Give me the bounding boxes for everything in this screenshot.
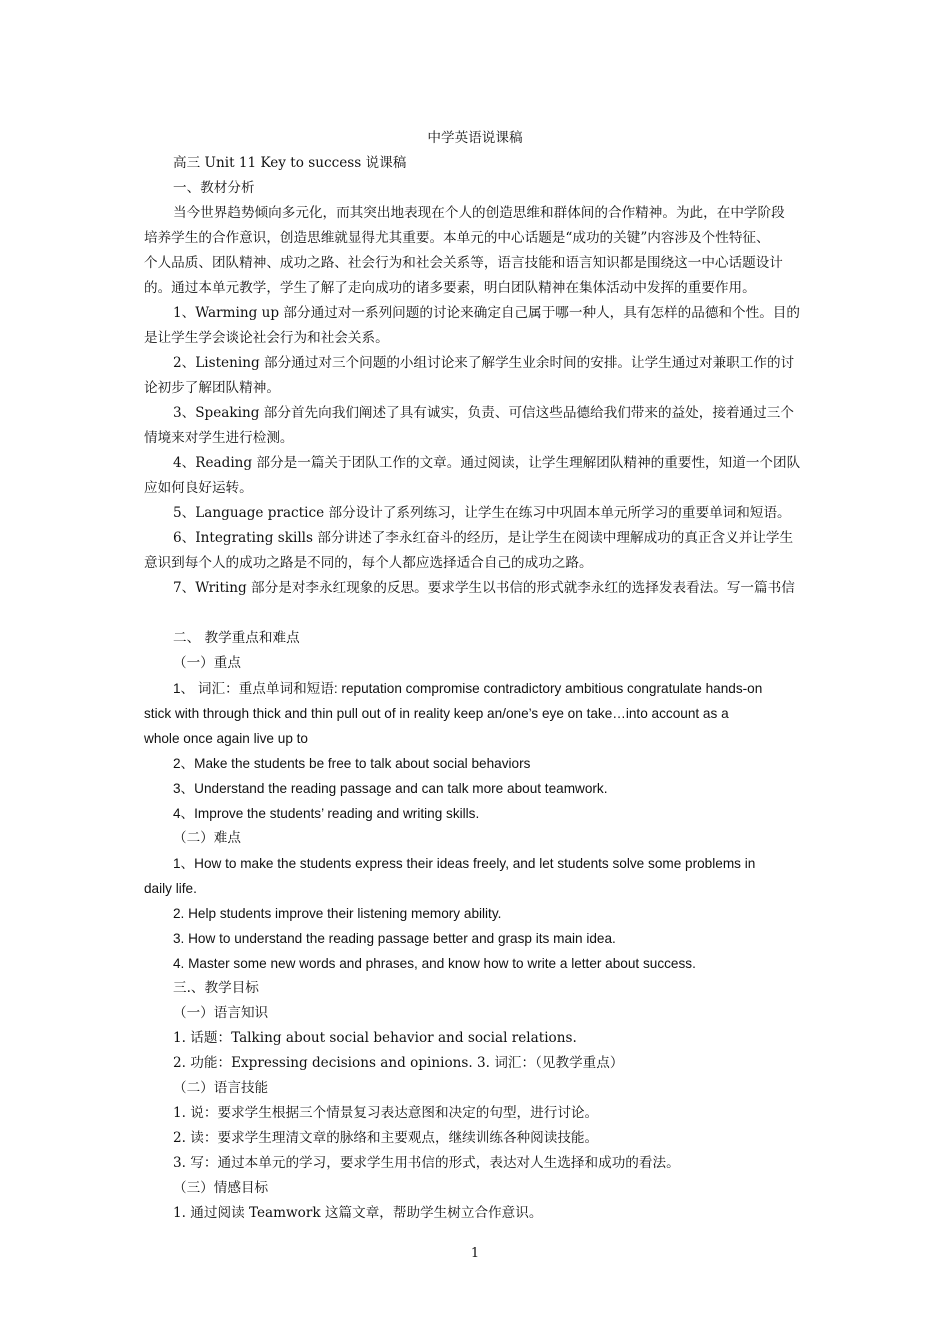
section-1-item-line: 情境来对学生进行检测。: [144, 430, 294, 446]
difficult-points-heading: （二）难点: [173, 830, 241, 846]
language-skills-item: 2. 读：要求学生理清文章的脉络和主要观点，继续训练各种阅读技能。: [173, 1130, 599, 1146]
section-1-item-line: 3、Speaking 部分首先向我们阐述了具有诚实，负责、可信这些品德给我们带来的益处，接着通过三个: [173, 405, 794, 421]
section-1-item-line: 论初步了解团队精神。: [144, 380, 280, 396]
section-3-heading: 三.、教学目标: [173, 980, 259, 996]
document-subtitle: 高三 Unit 11 Key to success 说课稿: [173, 155, 407, 171]
key-point-line: 4、Improve the students’ reading and writing skills.: [173, 806, 480, 821]
section-1-heading: 一、教材分析: [173, 180, 255, 196]
language-knowledge-item: 1. 话题：Talking about social behavior and social relations.: [173, 1030, 577, 1046]
emotion-goals-heading: （三）情感目标: [173, 1180, 269, 1196]
section-2-heading: 二、 教学重点和难点: [173, 630, 300, 646]
emotion-goals-item: 1. 通过阅读 Teamwork 这篇文章，帮助学生树立合作意识。: [173, 1205, 543, 1221]
page-number: 1: [470, 1246, 480, 1261]
section-1-item-line: 5、Language practice 部分设计了系列练习，让学生在练习中巩固本单元所学习的重要单词和短语。: [173, 505, 791, 521]
language-skills-heading: （二）语言技能: [173, 1080, 269, 1096]
key-point-line: stick with through thick and thin pull out of in reality keep an/one’s eye on take…into account as a: [144, 706, 729, 721]
difficult-point-line: 3. How to understand the reading passage better and grasp its main idea.: [173, 931, 616, 946]
difficult-point-line: 4. Master some new words and phrases, and know how to write a letter about success.: [173, 956, 696, 971]
document-body: [144, 126, 806, 1226]
section-1-intro-line: 培养学生的合作意识，创造思维就显得尤其重要。本单元的中心话题是“成功的关键”内容涉及个性特征、: [144, 230, 770, 246]
key-point-line: 2、Make the students be free to talk about social behaviors: [173, 756, 531, 771]
language-skills-item: 1. 说：要求学生根据三个情景复习表达意图和决定的句型，进行讨论。: [173, 1105, 599, 1121]
section-1-item-line: 7、Writing 部分是对李永红现象的反思。要求学生以书信的形式就李永红的选择发表看法。写一篇书信: [173, 580, 795, 596]
key-point-line: whole once again live up to: [144, 731, 308, 746]
section-1-intro-line: 当今世界趋势倾向多元化，而其突出地表现在个人的创造思维和群体间的合作精神。为此，在中学阶段: [173, 205, 785, 221]
key-points-heading: （一）重点: [173, 655, 241, 671]
difficult-point-line: daily life.: [144, 881, 197, 896]
language-skills-item: 3. 写：通过本单元的学习，要求学生用书信的形式，表达对人生选择和成功的看法。: [173, 1155, 680, 1171]
blank-line: [144, 601, 806, 626]
document-title: 中学英语说课稿: [427, 130, 523, 146]
section-1-item-line: 意识到每个人的成功之路是不同的，每个人都应选择适合自己的成功之路。: [144, 555, 593, 571]
difficult-point-line: 2. Help students improve their listening memory ability.: [173, 906, 502, 921]
language-knowledge-heading: （一）语言知识: [173, 1005, 269, 1021]
language-knowledge-item: 2. 功能：Expressing decisions and opinions. 3. 词汇：（见教学重点）: [173, 1055, 624, 1071]
section-1-item-line: 是让学生学会谈论社会行为和社会关系。: [144, 330, 389, 346]
section-1-item-line: 2、Listening 部分通过对三个问题的小组讨论来了解学生业余时间的安排。让学生通过对兼职工作的讨: [173, 355, 795, 371]
section-1-item-line: 6、Integrating skills 部分讲述了李永红奋斗的经历，是让学生在阅读中理解成功的真正含义并让学生: [173, 530, 794, 546]
section-1-intro-line: 的。通过本单元教学，学生了解了走向成功的诸多要素，明白团队精神在集体活动中发挥的重要作用。: [144, 280, 756, 296]
section-1-item-line: 4、Reading 部分是一篇关于团队工作的文章。通过阅读，让学生理解团队精神的重要性，知道一个团队: [173, 455, 801, 471]
key-point-line: 3、Understand the reading passage and can talk more about teamwork.: [173, 781, 608, 796]
difficult-point-line: 1、How to make the students express their ideas freely, and let students solve some problems in: [173, 856, 756, 871]
key-point-line: 1、 词汇：重点单词和短语: reputation compromise contradictory ambitious congratulate hands-on: [173, 681, 763, 696]
section-1-intro-line: 个人品质、团队精神、成功之路、社会行为和社会关系等，语言技能和语言知识都是围绕这一中心话题设计: [144, 255, 783, 271]
section-1-item-line: 1、Warming up 部分通过对一系列问题的讨论来确定自己属于哪一种人，具有怎样的品德和个性。目的: [173, 305, 800, 321]
section-1-item-line: 应如何良好运转。: [144, 480, 253, 496]
